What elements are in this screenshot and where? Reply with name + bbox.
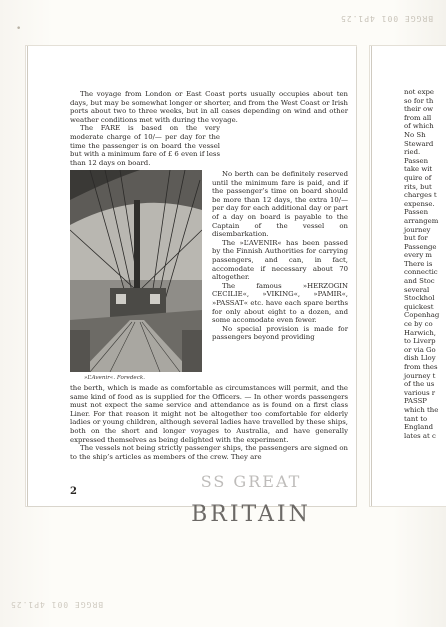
document-page bbox=[26, 46, 356, 527]
adjacent-page-line: and Stoc bbox=[404, 277, 435, 286]
famous-ships-paragraph: The famous »HERZOGIN CECILIE«, »VIKING«, »PAMIR«, »PASSAT« etc. have each spare berths for only about eight to a dozen, and some accomodate even fewer. bbox=[212, 281, 348, 325]
provision-paragraph: No special provision is made for passengers beyond providing bbox=[212, 324, 348, 342]
adjacent-page-line: their ow bbox=[404, 105, 434, 114]
adjacent-page-line: ried. bbox=[404, 148, 421, 157]
adjacent-page-line: PASSP bbox=[404, 397, 427, 406]
berth-paragraph: No berth can be definitely reserved until the minimum fare is paid, and if the passenger’s time on board should be more than 12 days, the extra 10/— per day for each additional day or part of a day on board is payable to the Captain of the vessel on disembarkation. bbox=[212, 170, 348, 239]
adjacent-page-line: to Liverp bbox=[404, 337, 436, 346]
adjacent-page-line: several bbox=[404, 285, 430, 294]
adjacent-page-line: There is bbox=[404, 259, 433, 268]
adjacent-page-line: quickest bbox=[404, 302, 434, 311]
adjacent-page-line: so for th bbox=[404, 96, 434, 105]
adjacent-page-line: Passen bbox=[404, 156, 429, 165]
stamp-line1: SS GREAT bbox=[200, 472, 302, 491]
adjacent-page-line: Passenge bbox=[404, 242, 437, 251]
adjacent-page-line: or via Go bbox=[404, 345, 436, 354]
archive-stamp-bottom: BRGGE 001 4P1.25 bbox=[10, 600, 104, 609]
intro-paragraph: The voyage from London or East Coast ports usually occupies about ten days, but may be somewhat longer or shorter, and from the West Coast or Irish ports about two to three weeks, but in all cases depending on wind and other weather conditions met with during the voyage. bbox=[70, 90, 348, 124]
photo-caption: »L’Avenir«. Foredeck. bbox=[84, 375, 146, 381]
intro-text bbox=[70, 90, 348, 167]
archive-stamp-top: BRGGE 001 4P1.25 bbox=[340, 14, 434, 23]
adjacent-page-line: Harwich, bbox=[404, 328, 437, 337]
adjacent-page-text bbox=[404, 88, 446, 440]
crew-paragraph: The vessels not being strictly passenger ships, the passengers are signed on to the ship’s articles as members of the crew. They are bbox=[70, 444, 348, 461]
adjacent-page-line: dish Lloy bbox=[404, 354, 436, 363]
adjacent-page-line: England bbox=[404, 423, 434, 432]
adjacent-page-line: rits, but bbox=[404, 182, 432, 191]
fare-paragraph: The FARE is based on the very moderate charge of 10/— per day for the time the passenger is on board the vessel but with a minimum fare of £ 6 even if less than 12 days on board. bbox=[70, 124, 220, 167]
bottom-text bbox=[70, 384, 348, 461]
adjacent-page-line: from all bbox=[404, 113, 432, 122]
ship-rigging-illustration bbox=[70, 170, 202, 372]
adjacent-page-line: Copenhag bbox=[404, 311, 440, 320]
page-number: 2 bbox=[70, 486, 77, 497]
adjacent-page-line: various r bbox=[404, 388, 436, 397]
adjacent-page-line: expense. bbox=[404, 199, 435, 208]
adjacent-page-line: Steward bbox=[404, 139, 434, 148]
lavenir-paragraph: The »L’AVENIR« has been passed by the Finnish Authorities for carrying passengers, and can, in fact, accomodate if necessary about 70 altogether. bbox=[212, 238, 348, 282]
page-edge-line bbox=[27, 46, 28, 506]
adjacent-page-line: Passen bbox=[404, 208, 429, 217]
adjacent-page-line: Stockhol bbox=[404, 294, 435, 303]
adjacent-page-line: every m bbox=[404, 251, 432, 260]
ss-great-britain-stamp bbox=[166, 472, 336, 542]
adjacent-page-line: of which bbox=[404, 122, 434, 131]
adjacent-page bbox=[370, 46, 446, 506]
adjacent-page-line: of the us bbox=[404, 380, 435, 389]
adjacent-page-line: not expe bbox=[404, 88, 434, 96]
adjacent-page-line: charges t bbox=[404, 191, 437, 200]
stamp-line2: BRITAIN bbox=[191, 502, 311, 527]
adjacent-page-line: arrangem bbox=[404, 216, 439, 225]
adjacent-page-edge-line bbox=[371, 46, 372, 506]
adjacent-page-line: journey bbox=[404, 225, 431, 234]
adjacent-page-line: ce by co bbox=[404, 320, 433, 329]
adjacent-page-line: connectic bbox=[404, 268, 438, 277]
adjacent-page-line: No Sh bbox=[404, 130, 426, 139]
adjacent-page-line: from thes bbox=[404, 363, 438, 371]
adjacent-page-line: lates at c bbox=[404, 431, 436, 440]
adjacent-page-line: which the bbox=[404, 405, 439, 414]
corner-mark: • bbox=[16, 24, 22, 34]
adjacent-page-line: journey t bbox=[404, 371, 436, 380]
adjacent-page-line: quire of bbox=[404, 173, 432, 182]
ship-foredeck-photo bbox=[70, 170, 202, 372]
adjacent-page-line: tant to bbox=[404, 414, 428, 423]
adjacent-page-line: take wit bbox=[404, 165, 433, 174]
adjacent-page-line: but for bbox=[404, 234, 428, 243]
berth-comfort-paragraph: the berth, which is made as comfortable as circumstances will permit, and the same kind of food as is supplied for the Officers. — In other words passengers must not expect the same service and attendance as is found on a first class Liner. For that reason it might not be altogether too comfortable for elderly ladies or young children, although several ladies have travelled by these ships, both on the short and longer voyages to Australia, and have generally expressed themselves as being delighted with the experiment. bbox=[70, 384, 348, 444]
right-column-text bbox=[212, 170, 348, 342]
